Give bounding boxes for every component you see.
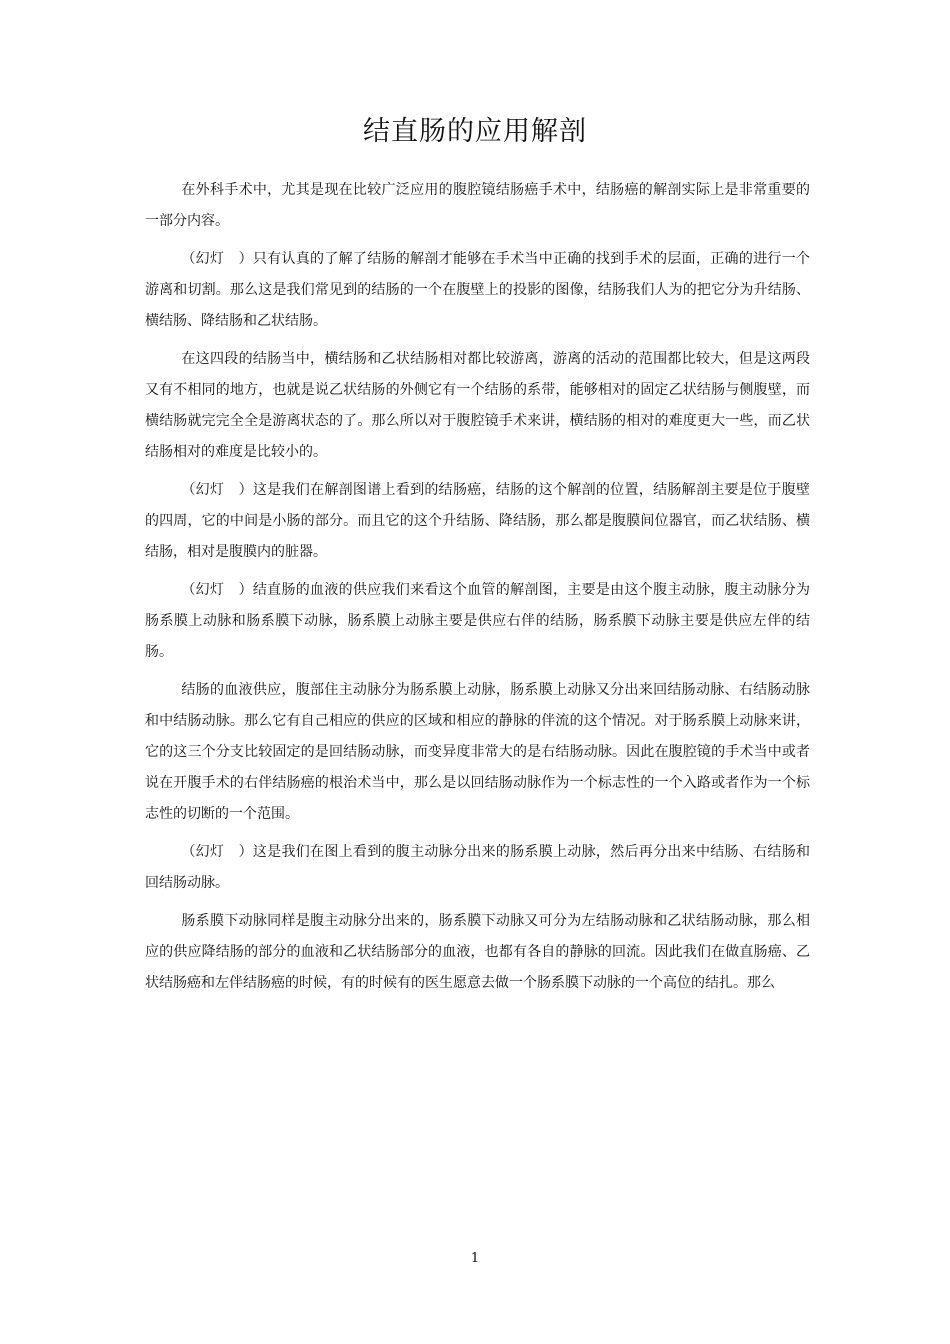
document-title: 结直肠的应用解剖 <box>363 116 587 147</box>
paragraph: （幻灯 ）结直肠的血液的供应我们来看这个血管的解剖图，主要是由这个腹主动脉，腹主动脉分为肠系膜上动脉和肠系膜下动脉，肠系膜上动脉主要是供应右伴的结肠，肠系膜下动脉主要是供应左伴的结肠。 <box>145 582 810 660</box>
paragraph: （幻灯 ）这是我们在解剖图谱上看到的结肠癌，结肠的这个解剖的位置，结肠解剖主要是位于腹壁的四周，它的中间是小肠的部分。而且它的这个升结肠、降结肠，那么都是腹膜间位器官，而乙状结肠、横结肠，相对是腹膜内的脏器。 <box>145 482 810 560</box>
paragraph: 肠系膜下动脉同样是腹主动脉分出来的，肠系膜下动脉又可分为左结肠动脉和乙状结肠动脉，那么相应的供应降结肠的部分的血液和乙状结肠部分的血液，也都有各自的静脉的回流。因此我们在做直肠癌、乙状结肠癌和左伴结肠癌的时候，有的时候有的医生愿意去做一个肠系膜下动脉的一个高位的结扎。那么 <box>145 913 810 991</box>
paragraph: 结肠的血液供应，腹部住主动脉分为肠系膜上动脉，肠系膜上动脉又分出来回结肠动脉、右结肠动脉和中结肠动脉。那么它有自己相应的供应的区域和相应的静脉的伴流的这个情况。对于肠系膜上动脉来讲，它的这三个分支比较固定的是回结肠动脉，而变异度非常大的是右结肠动脉。因此在腹腔镜的手术当中或者说在开腹手术的右伴结肠癌的根治术当中，那么是以回结肠动脉作为一个标志性的一个入路或者作为一个标志性的切断的一个范围。 <box>145 682 810 822</box>
paragraph: （幻灯 ）只有认真的了解了结肠的解剖才能够在手术当中正确的找到手术的层面，正确的进行一个游离和切割。那么这是我们常见到的结肠的一个在腹壁上的投影的图像，结肠我们人为的把它分为升结肠、横结肠、降结肠和乙状结肠。 <box>145 251 810 329</box>
paragraph: 在这四段的结肠当中，横结肠和乙状结肠相对都比较游离，游离的活动的范围都比较大，但是这两段又有不相同的地方，也就是说乙状结肠的外侧它有一个结肠的系带，能够相对的固定乙状结肠与侧腹壁，而横结肠就完完全全是游离状态的了。那么所以对于腹腔镜手术来讲，横结肠的相对的难度更大一些，而乙状结肠相对的难度是比较小的。 <box>145 351 810 460</box>
page-number: 1 <box>470 1251 480 1266</box>
document-body <box>145 175 810 999</box>
paragraph: （幻灯 ）这是我们在图上看到的腹主动脉分出来的肠系膜上动脉，然后再分出来中结肠、右结肠和回结肠动脉。 <box>145 844 810 891</box>
paragraph: 在外科手术中，尤其是现在比较广泛应用的腹腔镜结肠癌手术中，结肠癌的解剖实际上是非常重要的一部分内容。 <box>145 182 810 229</box>
